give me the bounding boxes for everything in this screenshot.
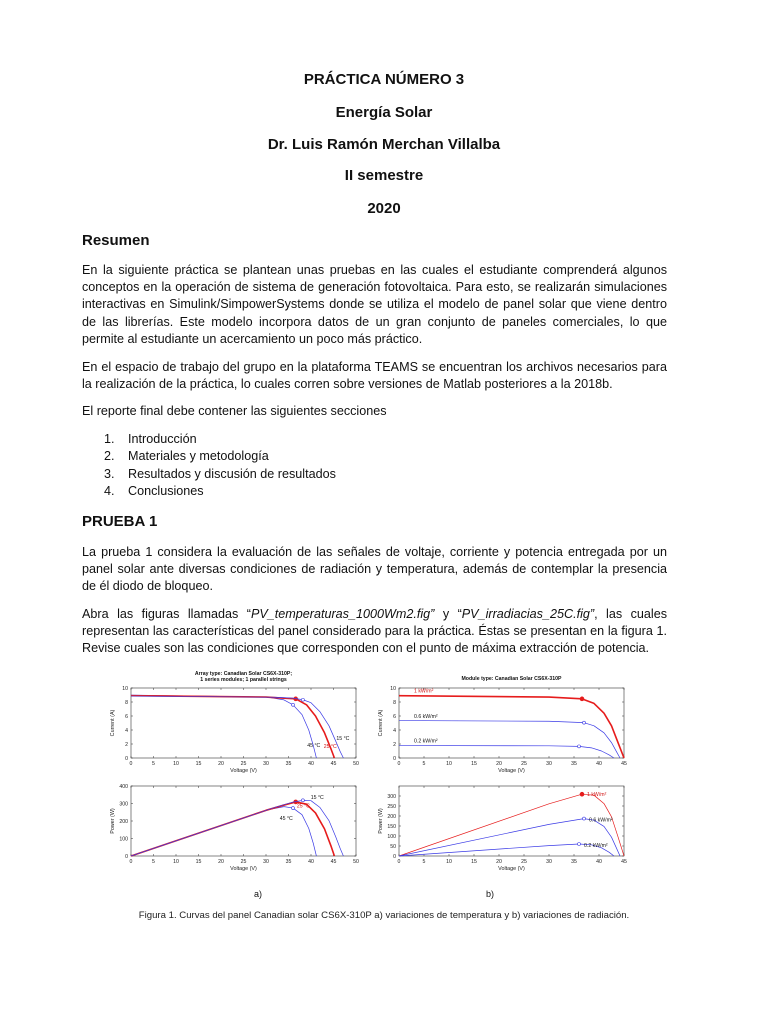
mpp-marker	[578, 745, 581, 748]
x-tick-label: 10	[173, 859, 179, 865]
x-axis-label: Voltage (V)	[230, 768, 257, 774]
year: 2020	[367, 200, 401, 217]
x-tick-label: 25	[521, 859, 527, 865]
series-annotation: 45 °C	[279, 816, 293, 823]
list-item: 4. Conclusiones	[104, 484, 204, 499]
series-annotation: 0.2 kW/m²	[584, 843, 608, 849]
chart-title: 1 series modules; 1 parallel strings	[200, 677, 287, 683]
y-axis-label: Current (A)	[110, 709, 116, 737]
x-tick-label: 25	[240, 859, 247, 865]
y-tick-label: 10	[390, 685, 396, 692]
y-tick-label: 4	[125, 727, 128, 734]
y-tick-label: 0	[393, 853, 396, 860]
chart-svg	[375, 782, 637, 874]
x-tick-label: 5	[152, 859, 155, 865]
section-heading-resumen: Resumen	[82, 232, 150, 249]
series-annotation: 0.6 kW/m²	[414, 713, 438, 720]
x-tick-label: 45	[330, 761, 337, 767]
y-tick-label: 0	[393, 755, 396, 762]
y-tick-label: 6	[393, 713, 396, 720]
series-annotation: 1 kW/m²	[587, 792, 607, 799]
mpp-marker	[580, 697, 584, 701]
chart-title: Module type: Canadian Solar CS6X-310P	[461, 676, 562, 682]
x-tick-label: 25	[240, 761, 247, 767]
x-tick-label: 45	[330, 859, 337, 865]
y-tick-label: 10	[122, 685, 128, 692]
x-tick-label: 45	[621, 761, 627, 767]
series-annotation: 1 kW/m²	[414, 688, 434, 695]
y-tick-label: 250	[387, 803, 396, 810]
chart-title: Array type: Canadian Solar CS6X-310P;	[194, 671, 293, 677]
y-tick-label: 300	[119, 801, 128, 808]
x-tick-label: 20	[496, 761, 502, 767]
mpp-marker	[301, 799, 304, 802]
x-tick-label: 0	[129, 761, 133, 767]
x-tick-label: 30	[263, 761, 269, 767]
mpp-marker	[292, 807, 295, 810]
chart-svg	[107, 782, 369, 874]
prueba-1-paragraph-1: La prueba 1 considera la evaluación de las señales de voltaje, corriente y potencia entregada por un panel solar ante diversas condiciones de radiación y temperatura, además de contemplar la presencia de él diodo de bloqueo.	[82, 545, 667, 594]
mpp-marker	[578, 843, 581, 846]
x-tick-label: 15	[195, 859, 202, 865]
y-tick-label: 2	[125, 741, 128, 748]
x-axis-label: Voltage (V)	[498, 768, 525, 774]
x-tick-label: 35	[571, 761, 577, 767]
series-annotation: 25 °C	[296, 803, 310, 810]
x-tick-label: 35	[285, 859, 292, 865]
x-tick-label: 15	[471, 859, 477, 865]
x-tick-label: 40	[308, 859, 314, 865]
x-tick-label: 20	[218, 761, 224, 767]
mpp-marker	[580, 792, 584, 796]
filename-temperaturas: PV_temperaturas_1000Wm2.fig”	[250, 607, 435, 621]
x-tick-label: 15	[471, 761, 477, 767]
y-tick-label: 200	[119, 818, 128, 825]
y-tick-label: 100	[119, 836, 128, 843]
mpp-marker	[583, 721, 586, 724]
x-tick-label: 0	[129, 859, 133, 865]
x-tick-label: 5	[152, 761, 155, 767]
list-item: 3. Resultados y discusión de resultados	[104, 466, 336, 481]
prueba-1-paragraph-2: Abra las figuras llamadas “PV_temperaturas_1000Wm2.fig” y “PV_irradiacias_25C.fig”, las cuales representan las características del panel considerado para la práctica. Éstas se presentan en la figura 1. Revise cuales son las condiciones que corresponden con el punto de máxima extracción de potencia.	[82, 607, 668, 656]
x-axis-label: Voltage (V)	[230, 866, 257, 872]
y-tick-label: 8	[393, 699, 396, 706]
series-annotation: 0.6 kW/m²	[589, 817, 613, 824]
x-tick-label: 10	[446, 859, 452, 865]
pv-curve-temperature-chart	[107, 782, 369, 879]
semester: II semestre	[344, 167, 424, 184]
y-tick-label: 200	[387, 813, 396, 820]
plot-area	[131, 688, 356, 758]
x-tick-label: 30	[263, 859, 269, 865]
x-tick-label: 5	[422, 761, 426, 767]
y-tick-label: 400	[119, 783, 128, 790]
series-annotation: 25 °C	[323, 744, 337, 751]
x-tick-label: 40	[596, 761, 602, 767]
y-tick-label: 6	[125, 713, 128, 720]
x-tick-label: 35	[285, 761, 292, 767]
mpp-marker	[583, 817, 586, 820]
y-tick-label: 0	[125, 755, 128, 762]
y-axis-label: Power (W)	[378, 808, 384, 834]
practice-title: PRÁCTICA NÚMERO 3	[303, 71, 465, 88]
mpp-marker	[292, 703, 295, 706]
x-tick-label: 50	[353, 761, 359, 767]
author-name: Dr. Luis Ramón Merchan Villalba	[267, 136, 501, 153]
x-tick-label: 50	[353, 859, 359, 865]
chart-svg	[107, 668, 369, 774]
y-tick-label: 8	[125, 699, 128, 706]
y-tick-label: 4	[393, 727, 396, 734]
x-tick-label: 5	[422, 859, 426, 865]
y-tick-label: 300	[387, 793, 396, 800]
y-axis-label: Power (W)	[110, 808, 116, 834]
x-tick-label: 35	[571, 859, 577, 865]
series-annotation: 15 °C	[310, 795, 324, 801]
list-item: 1. Introducción	[104, 432, 197, 446]
resumen-paragraph-2: En el espacio de trabajo del grupo en la plataforma TEAMS se encuentran los archivos necesarios para la realización de la práctica, lo cuales corren sobre versiones de Matlab posteriores a la 2018b.	[82, 360, 667, 392]
report-sections-list	[104, 431, 336, 501]
resumen-paragraph-3: El reporte final debe contener las siguientes secciones	[82, 404, 387, 418]
series-annotation: 0.2 kW/m²	[414, 738, 438, 745]
x-tick-label: 10	[173, 761, 179, 767]
x-tick-label: 20	[496, 859, 502, 865]
x-axis-label: Voltage (V)	[498, 866, 525, 872]
series-annotation: 15 °C	[336, 735, 350, 742]
x-tick-label: 30	[546, 859, 552, 865]
resumen-paragraph-1: En la siguiente práctica se plantean unas pruebas en las cuales el estudiante comprenderá algunos conceptos en la operación de sistema de generación fotovoltaica. Para esto, se realizarán simulaciones interactivas en Simulink/SimpowerSystems donde se utiliza el modelo de panel solar que viene dentro de las librerías. Este modelo incorpora datos de un gran conjunto de paneles comerciales, lo que permite al estudiante un acercamiento un poco más práctico.	[82, 263, 667, 346]
series-annotation: 45 °C	[307, 742, 321, 749]
list-item: 2. Materiales y metodología	[104, 449, 269, 464]
y-tick-label: 150	[387, 823, 396, 830]
iv-curve-irradiance-chart	[375, 672, 637, 779]
x-tick-label: 10	[446, 761, 452, 767]
filename-irradiacias: PV_irradiacias_25C.fig”	[461, 607, 595, 621]
mpp-marker	[301, 698, 304, 701]
y-tick-label: 2	[393, 741, 396, 748]
x-tick-label: 30	[546, 761, 552, 767]
pv-curve-irradiance-chart	[375, 782, 637, 879]
y-tick-label: 50	[390, 843, 396, 850]
y-tick-label: 0	[125, 853, 128, 860]
x-tick-label: 15	[195, 761, 202, 767]
chart-svg	[375, 672, 637, 774]
section-heading-prueba-1: PRUEBA 1	[82, 513, 158, 530]
figure-label-a: a)	[254, 889, 263, 899]
subject-title: Energía Solar	[335, 104, 433, 121]
figure-label-b: b)	[486, 889, 495, 899]
x-tick-label: 0	[397, 761, 401, 767]
iv-curve-temperature-chart	[107, 668, 369, 779]
x-tick-label: 45	[621, 859, 627, 865]
x-tick-label: 40	[308, 761, 314, 767]
y-tick-label: 100	[387, 833, 396, 840]
x-tick-label: 40	[596, 859, 602, 865]
y-axis-label: Current (A)	[378, 709, 384, 737]
x-tick-label: 20	[218, 859, 224, 865]
figure-caption: Figura 1. Curvas del panel Canadian solar CS6X-310P a) variaciones de temperatura y b) variaciones de radiación.	[138, 910, 630, 921]
x-tick-label: 25	[521, 761, 527, 767]
x-tick-label: 0	[397, 859, 401, 865]
